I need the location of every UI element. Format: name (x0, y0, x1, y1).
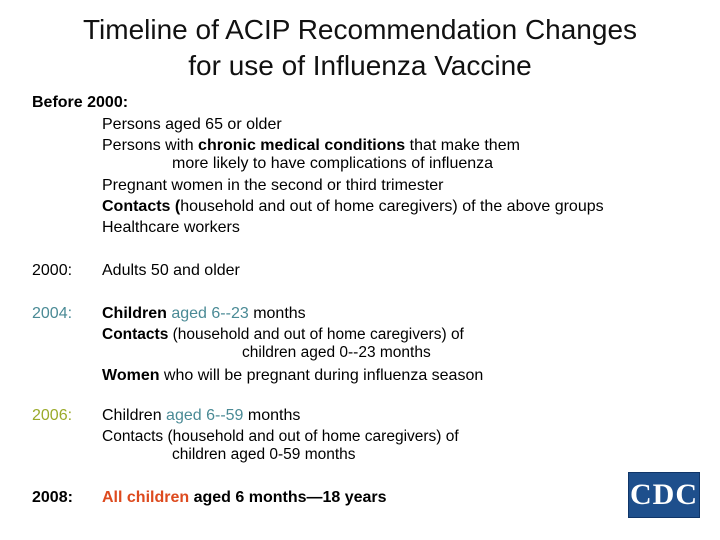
year-2008-label: 2008: (32, 489, 73, 506)
year-2004-item-1 (102, 303, 306, 324)
item-1-teal: aged 6--23 (171, 305, 249, 322)
year-2006-label: 2006: (32, 407, 73, 424)
item-2-suffix: that make them (405, 137, 520, 154)
item-2-prefix: Persons with (102, 137, 199, 154)
before-2000-item-4 (102, 196, 604, 217)
before-2000-item-2-cont: more likely to have complications of influenza (172, 155, 494, 172)
item-1-rest: aged 6 months—18 years (193, 489, 387, 506)
title-line-2: for use of Influenza Vaccine (188, 50, 532, 81)
year-2006-item-2: Contacts (household and out of home caregivers) of (102, 428, 459, 445)
year-2000-label: 2000: (32, 262, 73, 279)
item-1-orange: All children (102, 489, 190, 506)
item-3-bold: Women (102, 367, 160, 384)
item-2-bold: Contacts (102, 326, 169, 343)
item-2-bold: chronic medical conditions (198, 137, 406, 154)
item-1-teal: aged 6--59 (166, 407, 244, 424)
before-2000-item-1: Persons aged 65 or older (102, 116, 282, 133)
year-2004-item-2 (102, 325, 464, 344)
year-2000-item-1: Adults 50 and older (102, 262, 240, 279)
before-2000-item-3: Pregnant women in the second or third trimester (102, 177, 444, 194)
item-1-prefix: Children (102, 407, 162, 424)
year-2008-item-1 (102, 487, 387, 508)
item-4-bold: Contacts ( (102, 198, 181, 215)
before-2000-item-5: Healthcare workers (102, 219, 240, 236)
page-title (0, 12, 720, 84)
year-2006-item-1 (102, 405, 300, 426)
item-3-rest: who will be pregnant during influenza season (159, 367, 484, 384)
year-2004-item-3 (102, 365, 483, 386)
cdc-logo-text: CDC (630, 478, 698, 511)
before-2000-label: Before 2000: (32, 94, 129, 111)
year-2004-item-2-cont: children aged 0--23 months (242, 344, 431, 361)
item-4-rest: household and out of home caregivers) of the above groups (180, 198, 604, 215)
year-2004-label: 2004: (32, 305, 73, 322)
item-1-suffix: months (247, 407, 301, 424)
title-line-1: Timeline of ACIP Recommendation Changes (82, 14, 638, 45)
item-1-bold: Children (102, 305, 167, 322)
item-2-rest: (household and out of home caregivers) of (168, 326, 464, 343)
year-2006-item-2-cont: children aged 0-59 months (172, 446, 356, 463)
item-1-suffix: months (253, 305, 306, 322)
cdc-logo (628, 472, 700, 518)
